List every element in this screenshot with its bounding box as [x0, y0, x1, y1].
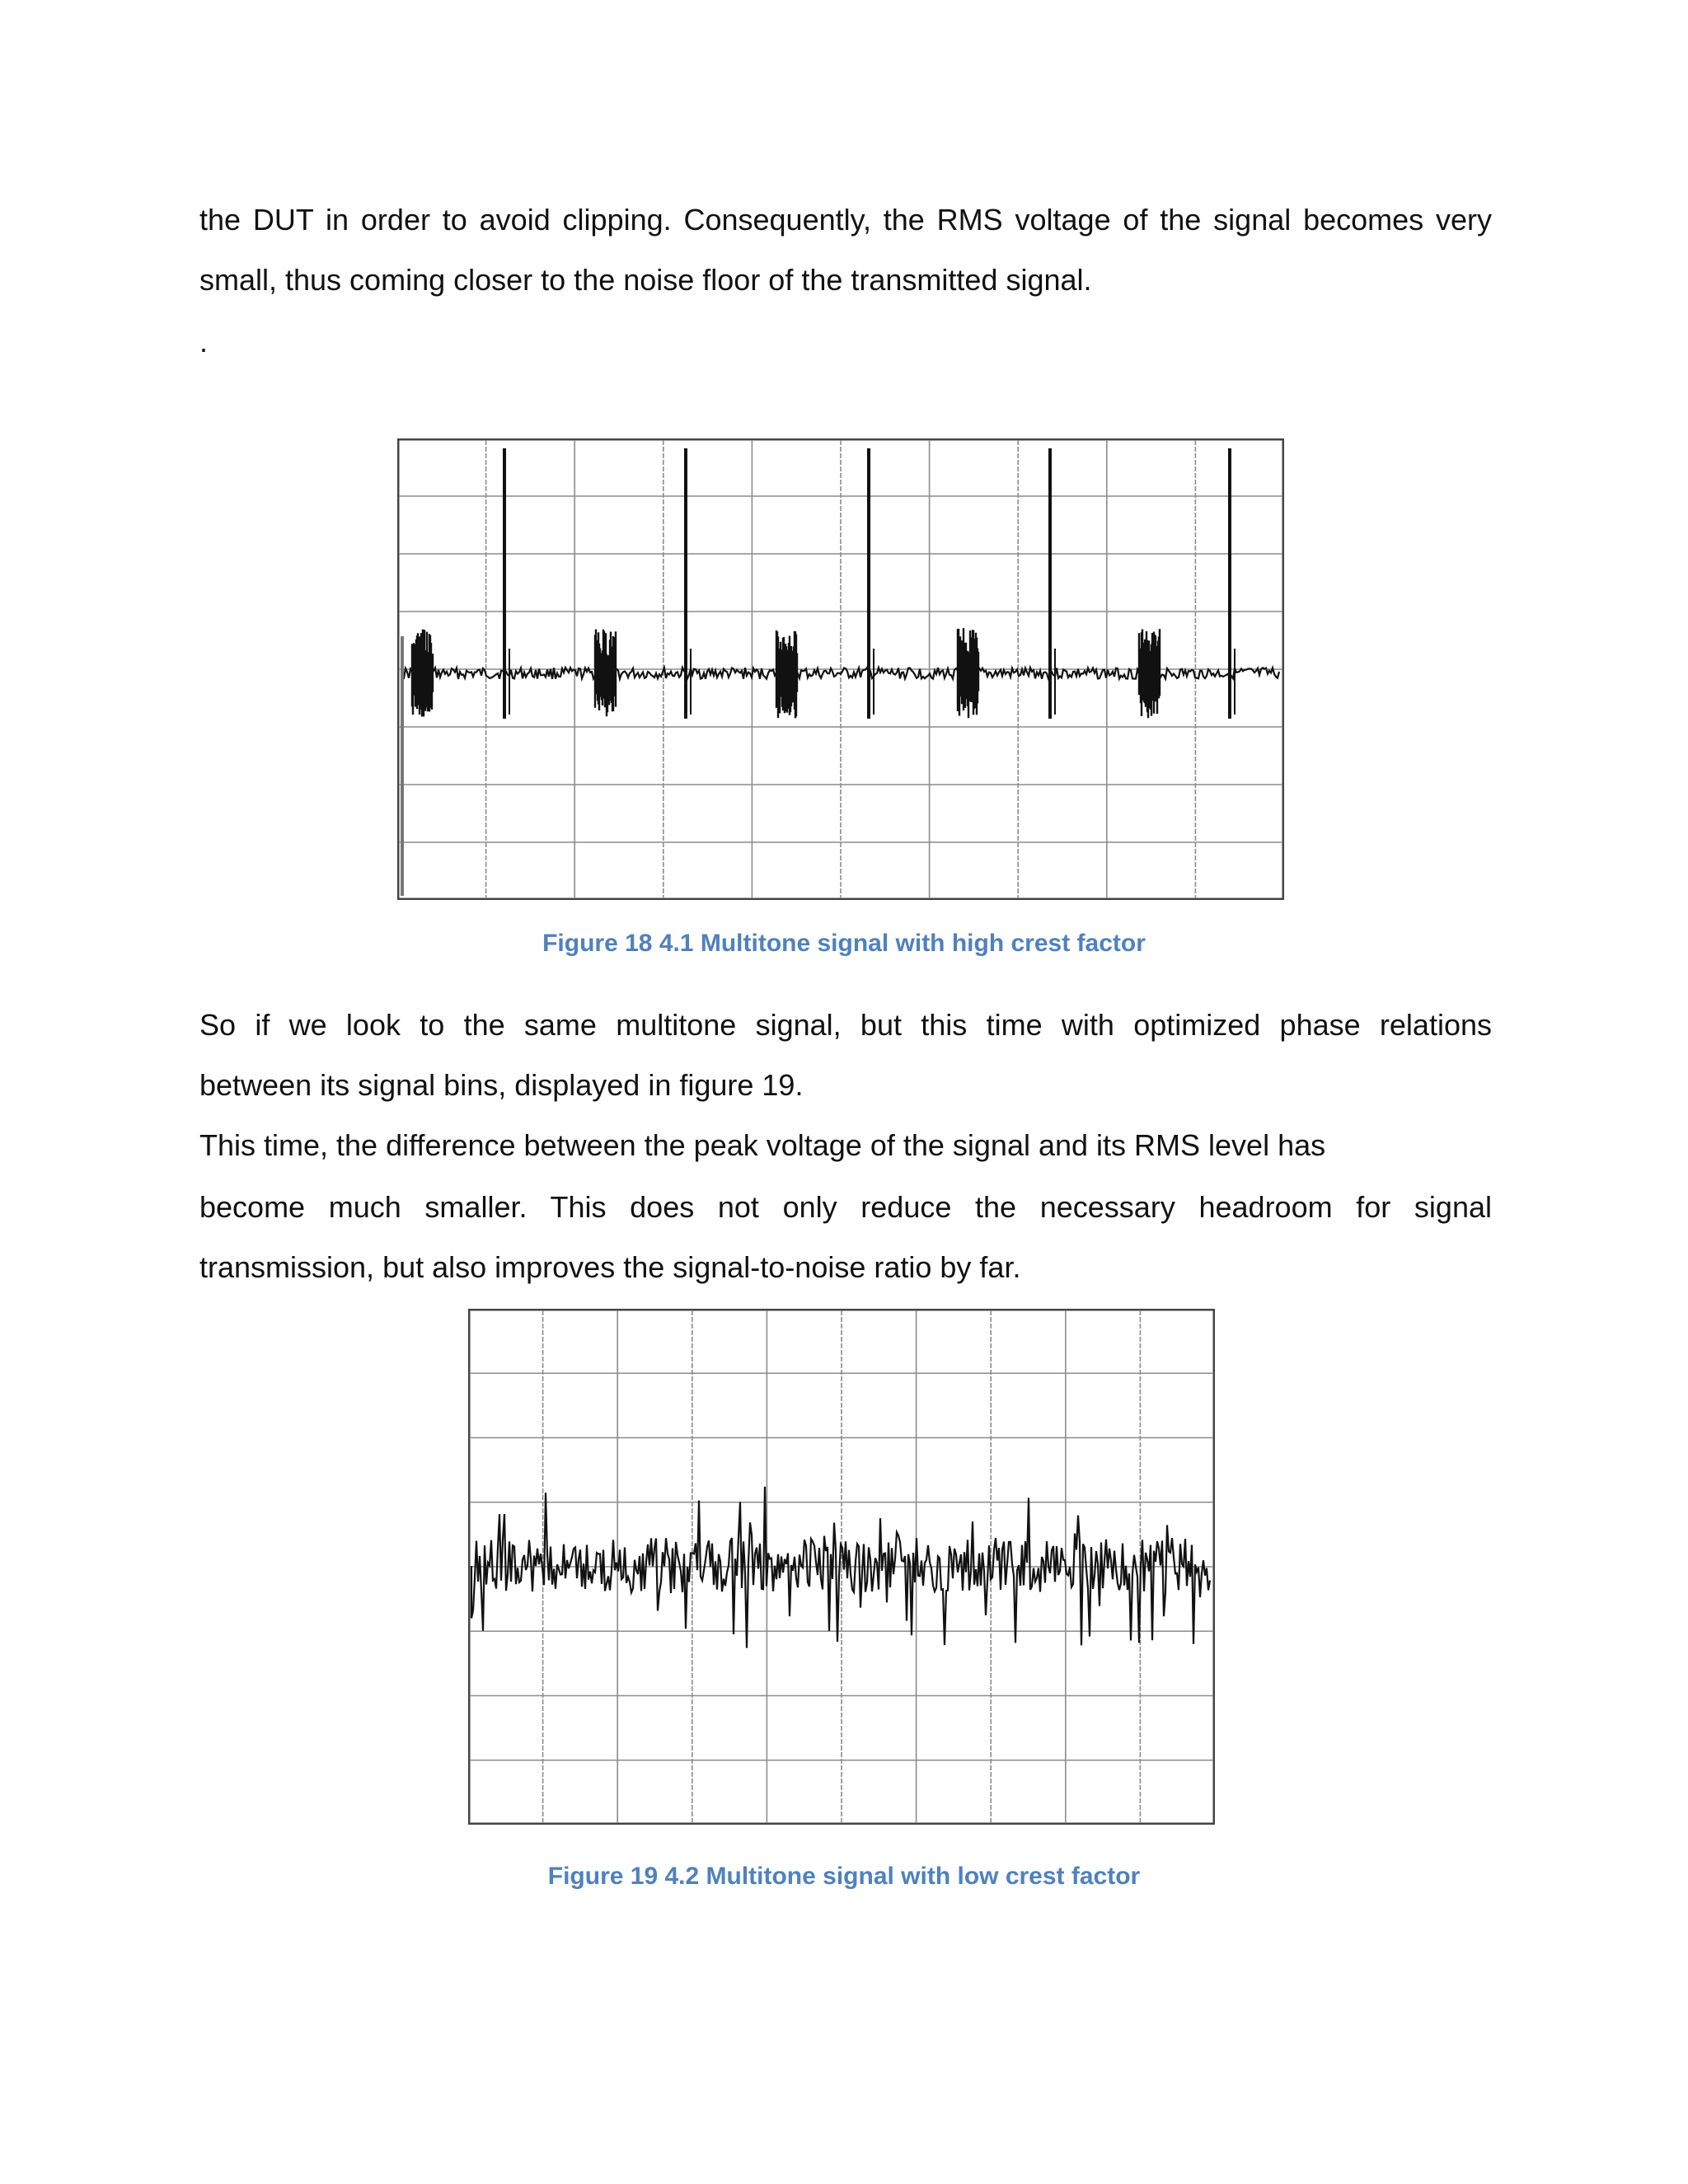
- paragraph-line: the DUT in order to avoid clipping. Consequently, the RMS voltage of the signal becomes very: [199, 203, 1492, 237]
- paragraph-line: between its signal bins, displayed in figure 19.: [199, 1068, 804, 1102]
- oscilloscope-trace-high-crest: [397, 438, 1284, 900]
- figure-18-caption: Figure 18 4.1 Multitone signal with high crest factor: [542, 930, 1146, 957]
- paragraph-line: small, thus coming closer to the noise floor of the transmitted signal.: [199, 263, 1092, 297]
- paragraph-line: So if we look to the same multitone signal, but this time with optimized phase relations: [199, 1008, 1492, 1042]
- paragraph-dot: .: [199, 325, 209, 359]
- paragraph-line: transmission, but also improves the signal-to-noise ratio by far.: [199, 1250, 1021, 1284]
- figure-19-caption: Figure 19 4.2 Multitone signal with low crest factor: [547, 1863, 1141, 1890]
- oscilloscope-trace-low-crest: [468, 1309, 1215, 1825]
- paragraph-line: become much smaller. This does not only reduce the necessary headroom for signal: [199, 1190, 1492, 1224]
- figure-18-oscilloscope: [397, 438, 1284, 900]
- signal-burst: [595, 630, 616, 717]
- figure-19-oscilloscope: [468, 1309, 1215, 1825]
- paragraph-line: This time, the difference between the peak voltage of the signal and its RMS level has: [199, 1128, 1326, 1162]
